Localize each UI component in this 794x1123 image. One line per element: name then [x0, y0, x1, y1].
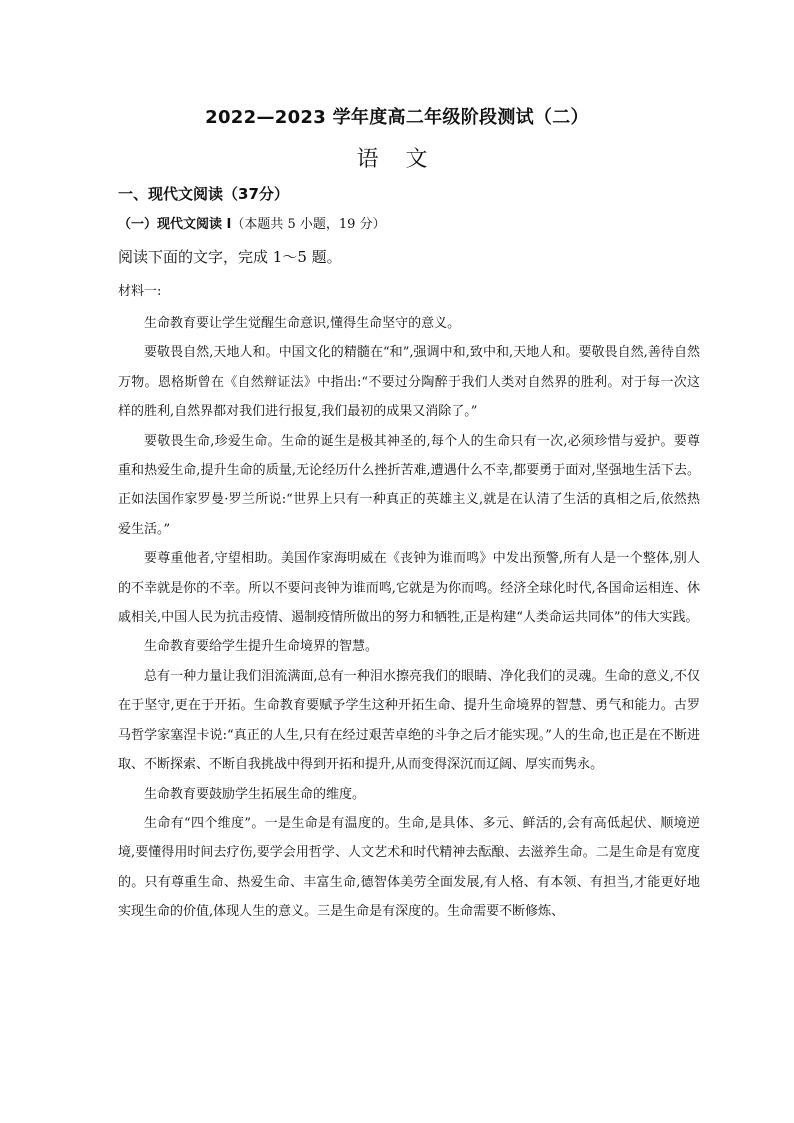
- section-heading: 一、现代文阅读（37分）: [118, 185, 289, 203]
- part-heading-label: （一）现代文阅读 I: [118, 217, 232, 232]
- passage-paragraph: 生命有“四个维度”。一是生命是有温度的。生命,是具体、多元、鲜活的,会有高低起伏、顺境逆境,要懂得用时间去疗伤,要学会用哲学、人文艺术和时代精神去酝酿、去滋养生命。二是生命是有宽度的。只有尊重生命、热爱生命、丰富生命,德智体美劳全面发展,有人格、有本领、有担当,才能更好地实现生命的价值,体现人生的意义。三是生命是有深度的。生命需要不断修炼、: [118, 815, 700, 920]
- exam-title: 2022—2023 学年度高二年级阶段测试（二）: [205, 107, 589, 128]
- reading-instruction: 阅读下面的文字，完成 1～5 题。: [118, 248, 342, 266]
- subject-title: 语 文: [356, 147, 438, 172]
- passage-paragraph: 生命教育要鼓励学生拓展生命的维度。: [144, 786, 366, 802]
- material-label: 材料一:: [118, 284, 162, 299]
- passage-paragraph: 生命教育要给学生提升生命境界的智慧。: [144, 639, 379, 655]
- part-heading-note: （本题共 5 小题，19 分）: [231, 217, 386, 232]
- passage-paragraph: 要尊重他者,守望相助。美国作家海明威在《丧钟为谁而鸣》中发出预警,所有人是一个整体,别人的不幸就是你的不幸。所以不要问丧钟为谁而鸣,它就是为你而鸣。经济全球化时代,各国命运相连、休戚相关,中国人民为抗击疫情、遏制疫情所做出的努力和牺牲,正是构建“人类命运共同体”的伟大实践。: [118, 551, 700, 626]
- part-heading: [118, 214, 386, 236]
- passage-paragraph: 生命教育要让学生觉醒生命意识,懂得生命坚守的意义。: [144, 316, 461, 331]
- passage-paragraph: 总有一种力量让我们泪流满面,总有一种泪水擦亮我们的眼睛、净化我们的灵魂。生命的意义,不仅在于坚守,更在于开拓。生命教育要赋予学生这种开拓生命、提升生命境界的智慧、勇气和能力。古罗马哲学家塞涅卡说:“真正的人生,只有在经过艰苦卓绝的斗争之后才能实现。”人的生命,也正是在不断进取、不断探索、不断自我挑战中得到开拓和提升,从而变得深沉而辽阔、厚实而隽永。: [118, 668, 700, 773]
- passage-body: [118, 309, 700, 927]
- passage-paragraph: 要敬畏自然,天地人和。中国文化的精髓在“和”,强调中和,致中和,天地人和。要敬畏自然,善待自然万物。恩格斯曾在《自然辩证法》中指出:“不要过分陶醉于我们人类对自然界的胜利。对于每一次这样的胜利,自然界都对我们进行报复,我们最初的成果又消除了。”: [118, 345, 700, 420]
- passage-paragraph: 要敬畏生命,珍爱生命。生命的诞生是极其神圣的,每个人的生命只有一次,必须珍惜与爱护。要尊重和热爱生命,提升生命的质量,无论经历什么挫折苦难,遭遇什么不幸,都要勇于面对,坚强地生活下去。正如法国作家罗曼·罗兰所说:“世界上只有一种真正的英雄主义,就是在认清了生活的真相之后,依然热爱生活。”: [118, 433, 700, 537]
